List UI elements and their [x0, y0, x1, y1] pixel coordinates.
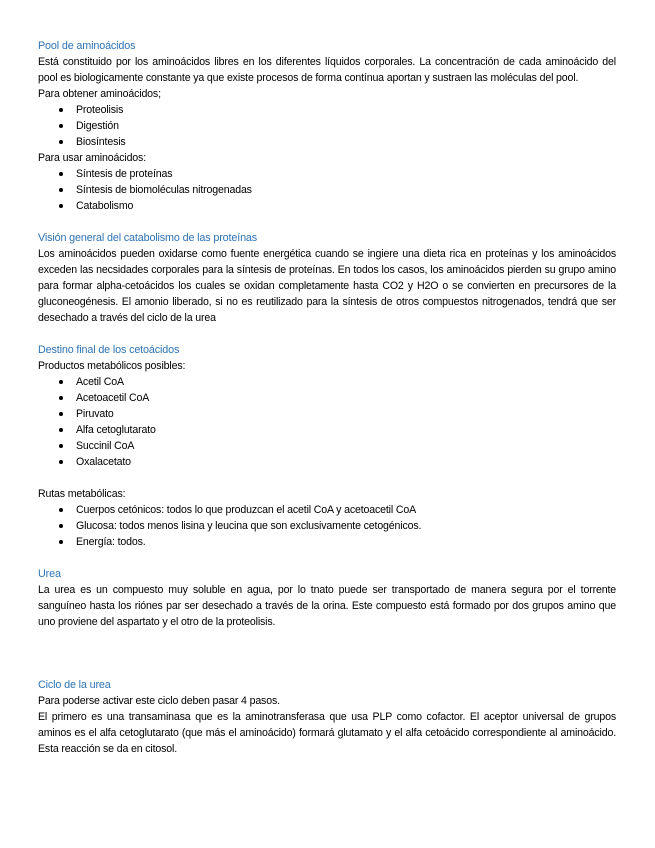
- ciclo-body: El primero es una transaminasa que es la aminotransferasa que usa PLP como cofactor. El aceptor universal de grupos aminos es el alfa cetoglutarato (que más el aminoácido) formará glutamato y el alfa cetoácido correspondiente al aminoácido. Esta reacción se da en citosol.: [38, 711, 616, 755]
- spacer: [38, 470, 616, 486]
- list-item: Síntesis de proteínas: [76, 166, 616, 182]
- spacer: [38, 630, 616, 677]
- document-page: [38, 38, 616, 757]
- routes-label: Rutas metabólicas:: [38, 488, 126, 500]
- ciclo-heading: Ciclo de la urea: [38, 679, 111, 691]
- products-label: Productos metabólicos posibles:: [38, 360, 186, 372]
- list-item: Energía: todos.: [76, 534, 616, 550]
- list-item: Alfa cetoglutarato: [76, 422, 616, 438]
- pool-heading: Pool de aminoácidos: [38, 40, 136, 52]
- list-item: Oxalacetato: [76, 454, 616, 470]
- obtain-label: Para obtener aminoácidos;: [38, 88, 161, 100]
- destino-heading: Destino final de los cetoácidos: [38, 344, 180, 356]
- list-item: Piruvato: [76, 406, 616, 422]
- products-list: [38, 374, 616, 470]
- list-item: Digestión: [76, 118, 616, 134]
- urea-heading: Urea: [38, 568, 61, 580]
- list-item: Glucosa: todos menos lisina y leucina que son exclusivamente cetogénicos.: [76, 518, 616, 534]
- list-item: Biosíntesis: [76, 134, 616, 150]
- use-list: [38, 166, 616, 214]
- spacer: [38, 550, 616, 566]
- urea-body: La urea es un compuesto muy soluble en agua, por lo tnato puede ser transportado de manera segura por el torrente sanguíneo hasta los riónes par ser desechado a través de la orina. Este compuesto está formado por dos grupos amino que uno proviene del aspartato y el otro de la proteolisis.: [38, 584, 616, 628]
- list-item: Acetoacetil CoA: [76, 390, 616, 406]
- list-item: Cuerpos cetónicos: todos lo que produzcan el acetil CoA y acetoacetil CoA: [76, 502, 616, 518]
- list-item: Succinil CoA: [76, 438, 616, 454]
- use-label: Para usar aminoácidos:: [38, 152, 146, 164]
- pool-intro: Está constituido por los aminoácidos libres en los diferentes líquidos corporales. La concentración de cada aminoácido del pool es biologicamente constante ya que existe procesos de forma contínua aportan y sustraen las moléculas del pool.: [38, 56, 616, 84]
- list-item: Acetil CoA: [76, 374, 616, 390]
- list-item: Catabolismo: [76, 198, 616, 214]
- routes-list: [38, 502, 616, 550]
- ciclo-line1: Para poderse activar este ciclo deben pasar 4 pasos.: [38, 695, 280, 707]
- spacer: [38, 326, 616, 342]
- list-item: Síntesis de biomoléculas nitrogenadas: [76, 182, 616, 198]
- list-item: Proteolisis: [76, 102, 616, 118]
- obtain-list: [38, 102, 616, 150]
- catabolism-body: Los aminoácidos pueden oxidarse como fuente energética cuando se ingiere una dieta rica en proteínas y los aminoácidos exceden las necsidades corporales para la síntesis de proteínas. En todos los casos, los aminoácidos pierden su grupo amino para formar alpha-cetoácidos los cuales se oxidan completamente hasta CO2 y H2O o se convierten en precursores de la gluconeogénesis. El amonio liberado, si no es reutilizado para la síntesis de otros compuestos nitrogenados, tendrá que ser desechado a través del ciclo de la urea: [38, 248, 616, 324]
- spacer: [38, 214, 616, 230]
- catabolism-heading: Visión general del catabolismo de las proteínas: [38, 232, 258, 244]
